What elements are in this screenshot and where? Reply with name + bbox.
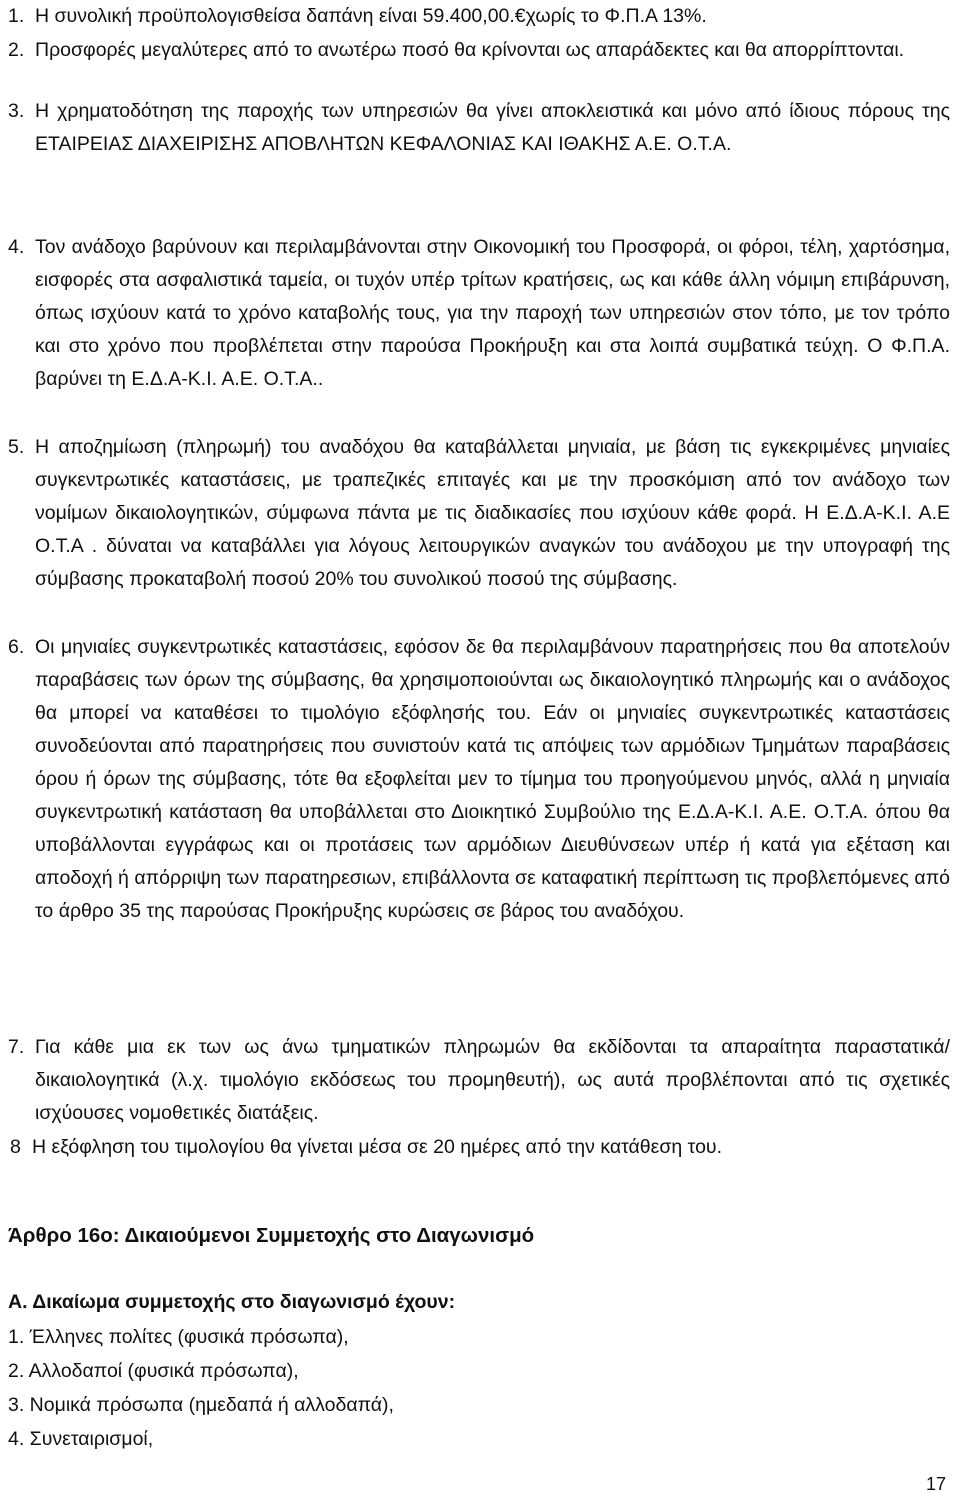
item-text: Η αποζημίωση (πληρωμή) του αναδόχου θα καταβάλλεται μηνιαία, με βάση τις εγκεκριμένες μηνιαίες συγκεντρωτικές καταστάσεις, με τραπεζικές επιταγές και με την προσκόμιση από τον ανάδοχο των νομίμων δικαιολογητικών, σύμφωνα πάντα με τις διαδικασίες που ισχύουν κάθε φορά. Η Ε.Δ.Α-Κ.Ι. Α.Ε Ο.Τ.Α . δύναται να καταβάλλει για λόγους λειτουργικών αναγκών του ανάδοχου με την υπογραφή της σύμβασης προκαταβολή ποσού 20% του συνολικού ποσού της σύμβασης.: [35, 436, 950, 590]
list-item-6: [8, 631, 950, 928]
item-text: Οι μηνιαίες συγκεντρωτικές καταστάσεις, εφόσον δε θα περιλαμβάνουν παρατηρήσεις που θα αποτελούν παραβάσεις των όρων της σύμβασης, θα χρησιμοποιούνται ως δικαιολογητικό πληρωμής και ο ανάδοχος θα μπορεί να καταθέσει το τιμολόγιο εξόφλησής του. Εάν οι μηνιαίες συγκεντρωτικές καταστάσεις συνοδεύονται από παρατηρήσεις που συνιστούν κατά τις απόψεις των αρμόδιων Τμημάτων παραβάσεις όρου ή όρων της σύμβασης, τότε θα εξοφλείται μεν το τίμημα του προηγούμενου μηνός, αλλά η μηνιαία συγκεντρωτική κατάσταση θα υποβάλλεται στο Διοικητικό Συμβούλιο της Ε.Δ.Α-Κ.Ι. Α.Ε. Ο.Τ.Α. όπου θα υποβάλλονται εγγράφως και οι προτάσεις των αρμόδιων Διευθύνσεων υπέρ ή κατά για εξέταση και αποδοχή ή απόρριψη των παρατηρεσιων, επιβάλλοντα σε καταφατική περίπτωση τις προβλεπόμενες από το άρθρο 35 της παρούσας Προκήρυξης κυρώσεις σε βάρος του αναδόχου.: [35, 636, 950, 922]
page-number: 17: [925, 1474, 946, 1494]
participant-item: 1. Έλληνες πολίτες (φυσικά πρόσωπα),: [8, 1326, 349, 1348]
list-item-3: [8, 95, 950, 161]
participant-item: 2. Αλλοδαποί (φυσικά πρόσωπα),: [8, 1360, 299, 1382]
item-number: 5.: [8, 436, 25, 458]
item-text: Προσφορές μεγαλύτερες από το ανωτέρω ποσό θα κρίνονται ως απαράδεκτες και θα απορρίπτονται.: [35, 39, 905, 61]
item-number: 7.: [8, 1036, 25, 1058]
item-text: Η χρηματοδότηση της παροχής των υπηρεσιών θα γίνει αποκλειστικά και μόνο από ίδιους πόρους της ΕΤΑΙΡΕΙΑΣ ΔΙΑΧΕΙΡΙΣΗΣ ΑΠΟΒΛΗΤΩΝ ΚΕΦΑΛΟΝΙΑΣ ΚΑΙ ΙΘΑΚΗΣ Α.Ε. Ο.Τ.Α.: [35, 100, 950, 155]
item-number: 6.: [8, 636, 25, 658]
item-number: 4.: [8, 236, 25, 258]
list-item-1: [8, 0, 950, 33]
item-number: 1.: [8, 5, 25, 27]
item-text: Η εξόφληση του τιμολογίου θα γίνεται μέσα σε 20 ημέρες από την κατάθεση του.: [32, 1136, 722, 1158]
section-subheading: Α. Δικαίωμα συμμετοχής στο διαγωνισμό έχουν:: [8, 1291, 456, 1313]
list-item-2: [8, 34, 950, 67]
list-item-5: [8, 431, 950, 596]
article-heading: Άρθρο 16ο: Δικαιούμενοι Συμμετοχής στο Διαγωνισμό: [8, 1224, 535, 1247]
item-text: Η συνολική προϋπολογισθείσα δαπάνη είναι 59.400,00.€χωρίς το Φ.Π.Α 13%.: [35, 5, 707, 27]
item-number: 8: [10, 1136, 21, 1158]
participants-list: [8, 1320, 394, 1456]
participant-item: 4. Συνεταιρισμοί,: [8, 1428, 154, 1450]
item-number: 3.: [8, 100, 25, 122]
participant-item: 3. Νομικά πρόσωπα (ημεδαπά ή αλλοδαπά),: [8, 1394, 394, 1416]
item-text: Για κάθε μια εκ των ως άνω τμηματικών πληρωμών θα εκδίδονται τα απαραίτητα παραστατικά/δικαιολογητικά (λ.χ. τιμολόγιο εκδόσεως του προμηθευτή), ως αυτά προβλέπονται από τις σχετικές ισχύουσες νομοθετικές διατάξεις.: [35, 1036, 950, 1124]
list-item-7: [8, 1031, 950, 1130]
item-number: 2.: [8, 39, 25, 61]
item-text: Τον ανάδοχο βαρύνουν και περιλαμβάνονται στην Οικονομική του Προσφορά, οι φόροι, τέλη, χαρτόσημα, εισφορές στα ασφαλιστικά ταμεία, οι τυχόν υπέρ τρίτων κρατήσεις, ως και κάθε άλλη νόμιμη επιβάρυνση, όπως ισχύουν κατά το χρόνο καταβολής τους, για την παροχή των υπηρεσιών στον τόπο, με τον τρόπο και στο χρόνο που προβλέπεται στην παρούσα Προκήρυξη και στα λοιπά συμβατικά τεύχη. Ο Φ.Π.Α. βαρύνει τη Ε.Δ.Α-Κ.Ι. Α.Ε. Ο.Τ.Α..: [35, 236, 950, 390]
list-item-4: [8, 231, 950, 396]
list-item-8: [10, 1131, 950, 1164]
